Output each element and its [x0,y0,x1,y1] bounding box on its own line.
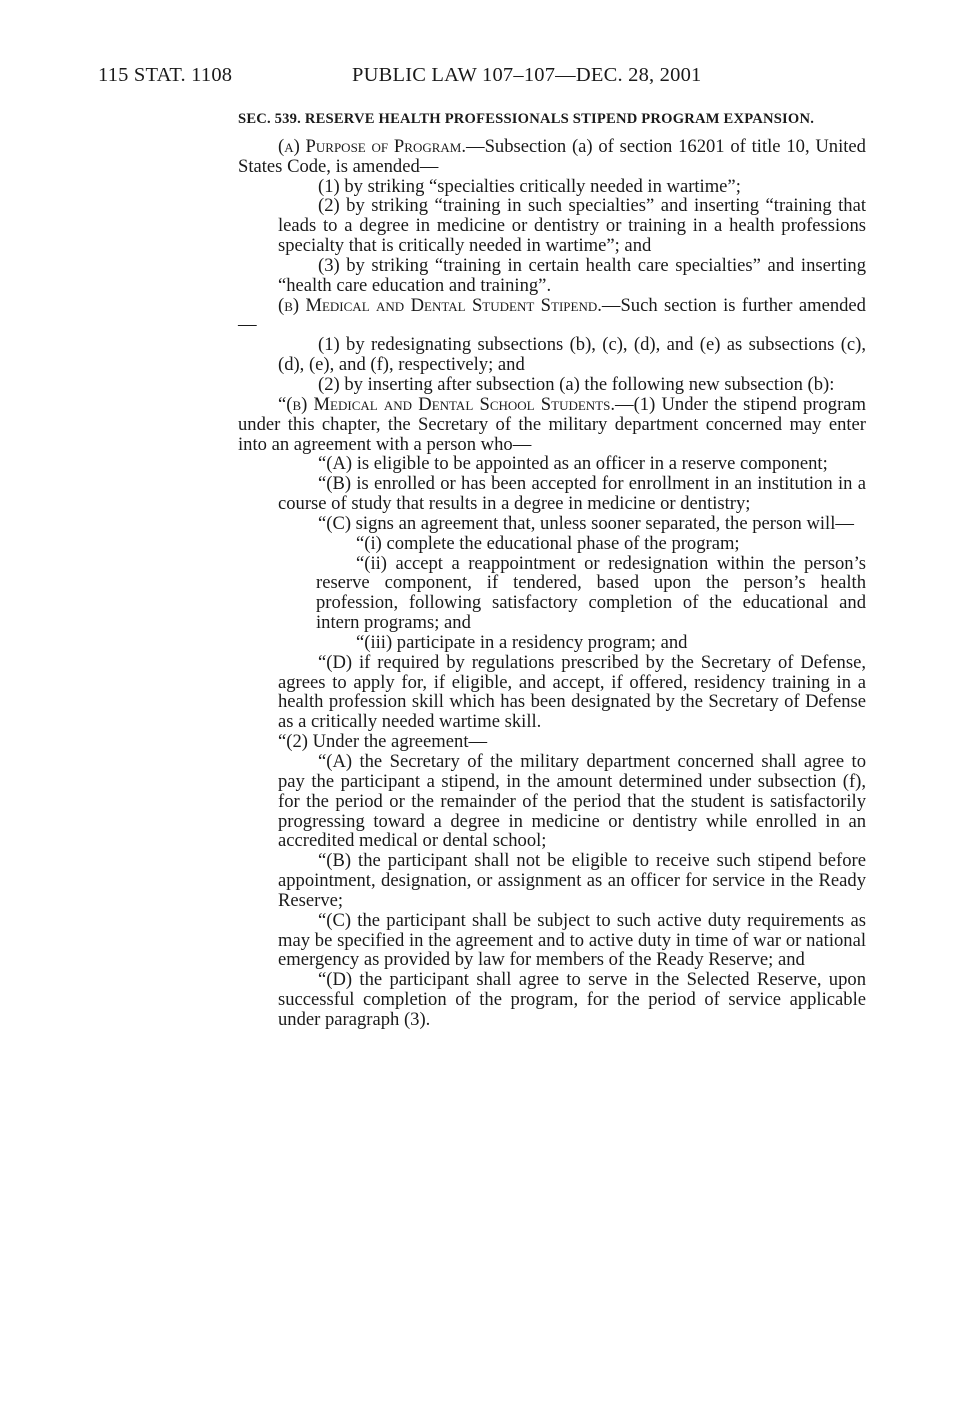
subsection-a-paragraph-3: (3) by striking “training in certain health care specialties” and inserting “health care education and training”. [278,254,866,296]
quoted-subsection-b-caption: “(b) Medical and Dental School Students. [278,393,616,415]
quoted-paragraph-2: “(2) Under the agreement— [278,731,488,753]
section-heading: SEC. 539. RESERVE HEALTH PROFESSIONALS STIPEND PROGRAM EXPANSION. [238,111,815,127]
subsection-a-caption: (a) Purpose of Program. [278,135,466,157]
quoted-clause-C-iii: “(iii) participate in a residency program; and [356,631,688,653]
quoted-clause-D: “(D) if required by regulations prescribed by the Secretary of Defense, agrees to apply for, if eligible, and accept, if offered, residency training in a health profession skill which has been designated by the Secretary of Defense as a critically needed wartime skill. [278,651,866,733]
quoted-paragraph-2-B: “(B) the participant shall not be eligible to receive such stipend before appointment, designation, or assignment as an officer for service in the Ready Reserve; [278,850,866,911]
quoted-subsection-b [238,395,866,455]
quoted-subsection-b-intro: —(1) Under the stipend program under this chapter, the Secretary of the military department concerned may enter into an agreement with a person who— [238,393,866,455]
stat-page-number: 115 STAT. 1108 [98,64,233,86]
public-law-citation: PUBLIC LAW 107–107—DEC. 28, 2001 [352,64,702,86]
subsection-a-paragraph-2: (2) by striking “training in such specialties” and inserting “training that leads to a degree in medicine or dentistry or training in a health professions specialty that is critically needed in wartime”; and [278,195,866,257]
subsection-b-paragraph-2: (2) by inserting after subsection (a) the following new subsection (b): [318,373,835,395]
quoted-clause-C: “(C) signs an agreement that, unless sooner separated, the person will— [318,512,854,534]
subsection-b-caption: (b) Medical and Dental Student Stipend. [278,294,602,316]
quoted-paragraph-2-C: “(C) the participant shall be subject to such active duty requirements as may be specified in the agreement and to active duty in time of war or national emergency as provided by law for members of the Ready Reserve; and [278,909,866,971]
document-body [238,110,866,1030]
quoted-paragraph-2-A: “(A) the Secretary of the military department concerned shall agree to pay the participant a stipend, in the amount determined under subsection (f), for the period or the remainder of the period that the student is satisfactorily progressing toward a degree in medicine or dentistry while enrolled in an accredited medical or dental school; [278,751,866,852]
quoted-clause-C-i: “(i) complete the educational phase of the program; [356,532,740,554]
subsection-b-text: —Such section is further amended— [238,294,866,336]
subsection-b [238,296,866,336]
quoted-clause-A: “(A) is eligible to be appointed as an officer in a reserve component; [318,453,828,475]
subsection-a [238,137,866,177]
quoted-paragraph-2-D: “(D) the participant shall agree to serve in the Selected Reserve, upon successful completion of the program, for the period of service applicable under paragraph (3). [278,969,866,1030]
quoted-clause-B: “(B) is enrolled or has been accepted for enrollment in an institution in a course of study that results in a degree in medicine or dentistry; [278,473,866,515]
quoted-clause-C-ii: “(ii) accept a reappointment or redesignation within the person’s reserve component, if tendered, based upon the person’s health profession, following satisfactory completion of the educational and intern programs; and [316,552,866,634]
subsection-b-paragraph-1: (1) by redesignating subsections (b), (c), (d), and (e) as subsections (c), (d), (e), and (f), respectively; and [278,334,866,376]
subsection-a-text: —Subsection (a) of section 16201 of title 10, United States Code, is amended— [238,135,866,177]
subsection-a-paragraph-1: (1) by striking “specialties critically needed in wartime”; [318,175,741,197]
